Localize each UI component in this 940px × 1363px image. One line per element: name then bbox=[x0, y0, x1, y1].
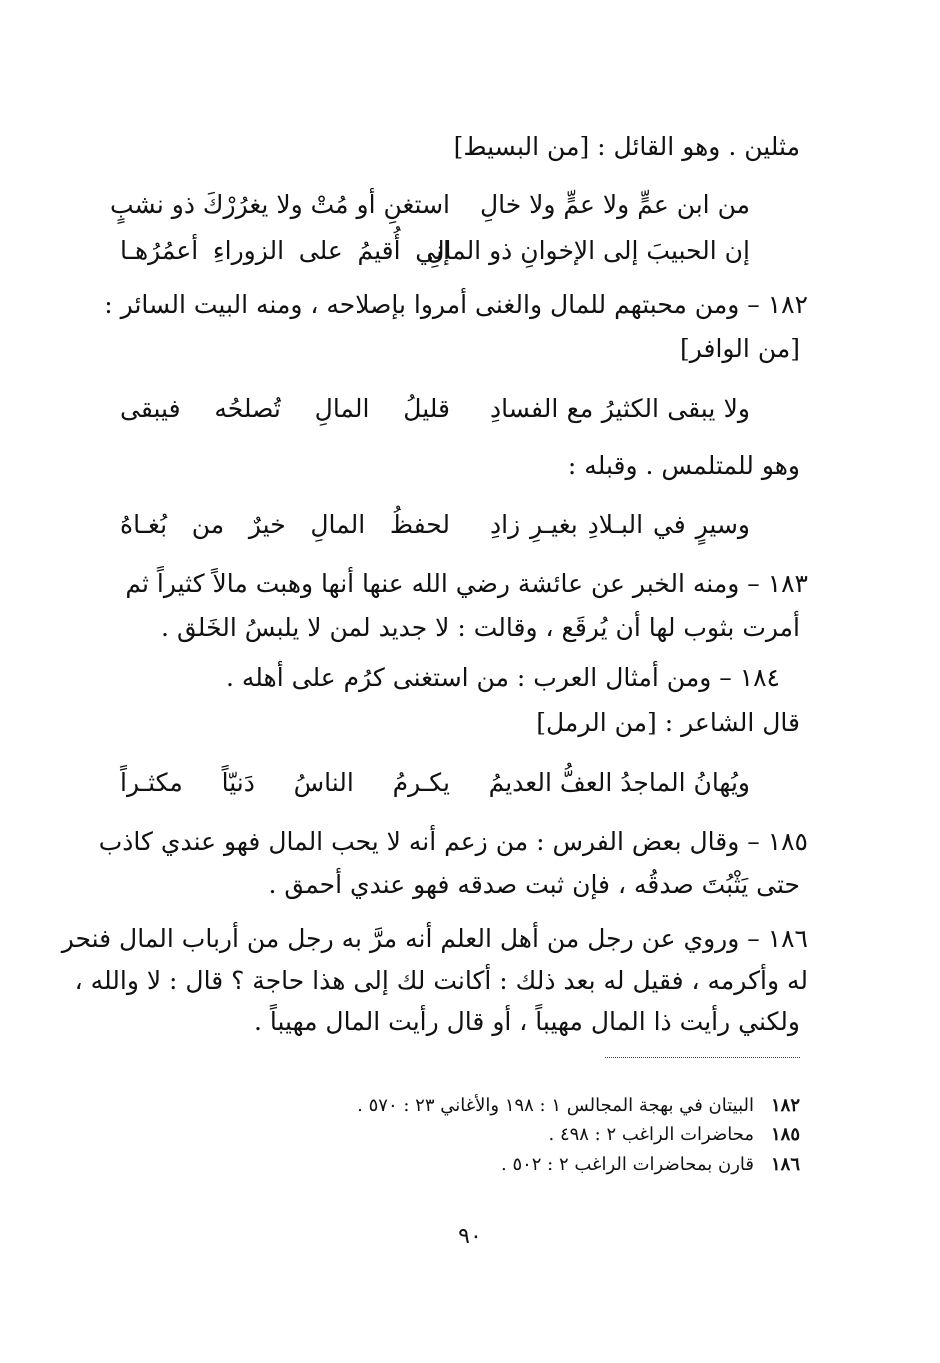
verse-2-hemistich-2: إن الحبيبَ إلى الإخوانِ ذو المالِ bbox=[426, 236, 750, 265]
paragraph-185-line-2: حتى يَثْبُتَ صدقُه ، فإن ثبت صدقه فهو عندي أحمق . bbox=[268, 870, 800, 899]
verse-4-hemistich-2: وسيرٍ في البـلادِ بغيـرِ زادِ bbox=[490, 510, 750, 539]
footnote-186 bbox=[501, 1152, 800, 1178]
footnote-text: البيتان في بهجة المجالس ١ : ١٩٨ والأغاني ٢٣ : ٥٧٠ . bbox=[357, 1095, 754, 1116]
verse-2-hemistich-1: إني أُقيمُ على الزوراءِ أعمُرُهـا bbox=[120, 236, 450, 265]
footnote-text: محاضرات الراغب ٢ : ٤٩٨ . bbox=[548, 1124, 754, 1145]
verse-3-hemistich-1: قليلُ المالِ تُصلحُه فيبقى bbox=[120, 394, 450, 423]
verse-4-hemistich-1: لحفظُ المالِ خيرٌ من بُغـاهُ bbox=[120, 510, 450, 539]
text-line-1: مثلين . وهو القائل : [من البسيط] bbox=[453, 132, 800, 161]
verse-3-hemistich-2: ولا يبقى الكثيرُ مع الفسادِ bbox=[490, 394, 750, 423]
paragraph-184: ١٨٤ – ومن أمثال العرب : من استغنى كرُم على أهله . bbox=[225, 663, 780, 692]
paragraph-185-line-1: ١٨٥ – وقال بعض الفرس : من زعم أنه لا يحب المال فهو عندي كاذب bbox=[98, 827, 808, 856]
paragraph-183-line-2: أمرت بثوب لها أن يُرقَع ، وقالت : لا جديد لمن لا يلبسُ الخَلق . bbox=[161, 613, 800, 642]
verse-1-hemistich-1: استغنِ أو مُتْ ولا يغرُرْكَ ذو نشبٍ bbox=[109, 190, 450, 219]
footnote-number: ١٨٢ bbox=[770, 1095, 800, 1116]
paragraph-186-line-1: ١٨٦ – وروي عن رجل من أهل العلم أنه مرَّ به رجل من أرباب المال فنحر bbox=[61, 924, 808, 953]
footnote-182 bbox=[357, 1093, 800, 1119]
text-line-shaer: قال الشاعر : [من الرمل] bbox=[536, 708, 800, 737]
footnote-separator bbox=[605, 1057, 800, 1058]
verse-5-hemistich-1: يكـرمُ الناسُ دَنيّاً مكثـراً bbox=[120, 768, 450, 797]
meter-label-wafir: [من الوافر] bbox=[679, 334, 800, 363]
page-number: ٩٠ bbox=[458, 1224, 482, 1249]
verse-5-hemistich-2: ويُهانُ الماجدُ العفُّ العديمُ bbox=[488, 768, 750, 797]
paragraph-186-line-2: له وأكرمه ، فقيل له بعد ذلك : أكانت لك إلى هذا حاجة ؟ قال : لا والله ، bbox=[74, 966, 808, 995]
paragraph-186-line-3: ولكني رأيت ذا المال مهيباً ، أو قال رأيت المال مهيباً . bbox=[253, 1007, 800, 1036]
footnote-number: ١٨٥ bbox=[770, 1124, 800, 1145]
footnote-text: قارن بمحاضرات الراغب ٢ : ٥٠٢ . bbox=[500, 1154, 754, 1175]
verse-1-hemistich-2: من ابن عمٍّ ولا عمٍّ ولا خالِ bbox=[479, 190, 750, 219]
footnote-185 bbox=[548, 1122, 800, 1148]
text-line-mutalammis: وهو للمتلمس . وقبله : bbox=[567, 451, 800, 480]
paragraph-182-line-1: ١٨٢ – ومن محبتهم للمال والغنى أمروا بإصلاحه ، ومنه البيت السائر : bbox=[104, 290, 808, 319]
paragraph-183-line-1: ١٨٣ – ومنه الخبر عن عائشة رضي الله عنها أنها وهبت مالاً كثيراً ثم bbox=[125, 569, 808, 598]
footnote-number: ١٨٦ bbox=[770, 1154, 800, 1175]
